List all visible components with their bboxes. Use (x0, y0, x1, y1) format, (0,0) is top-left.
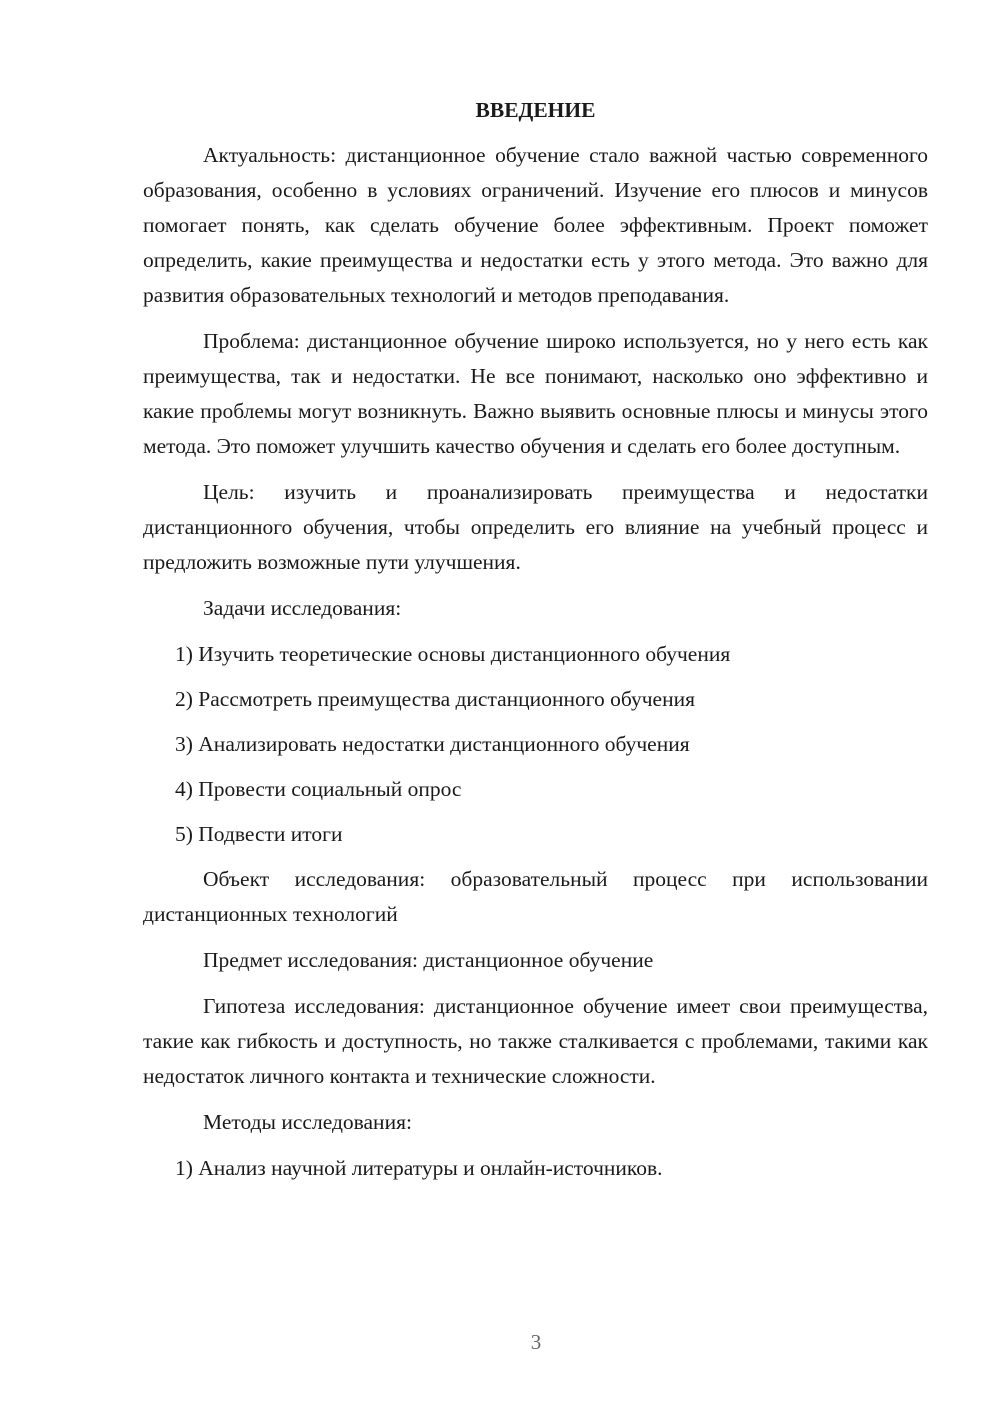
section-title: ВВЕДЕНИЕ (475, 98, 596, 122)
list-item: 2) Рассмотреть преимущества дистанционного обучения (175, 687, 695, 711)
list-item: 3) Анализировать недостатки дистанционного обучения (175, 732, 690, 756)
relevance-paragraph: Актуальность: дистанционное обучение стало важной частью современного образования, особенно в условиях ограничений. Изучение его плюсов и минусов помогает понять, как сделать обучение более эффективным. Проект поможет определить, какие преимущества и недостатки есть у этого метода. Это важно для развития образовательных технологий и методов преподавания. (143, 143, 928, 307)
tasks-list (143, 637, 928, 852)
list-item: 5) Подвести итоги (175, 822, 343, 846)
tasks-heading: Задачи исследования: (203, 596, 402, 620)
goal-paragraph: Цель: изучить и проанализировать преимущества и недостатки дистанционного обучения, чтобы определить его влияние на учебный процесс и предложить возможные пути улучшения. (143, 480, 928, 574)
hypothesis-paragraph: Гипотеза исследования: дистанционное обучение имеет свои преимущества, такие как гибкость и доступность, но также сталкивается с проблемами, такими как недостаток личного контакта и технические сложности. (143, 994, 928, 1088)
subject-paragraph: Предмет исследования: дистанционное обучение (203, 948, 654, 972)
document-page (143, 92, 928, 1196)
list-item: 1) Анализ научной литературы и онлайн-источников. (175, 1156, 663, 1180)
problem-paragraph: Проблема: дистанционное обучение широко используется, но у него есть как преимущества, так и недостатки. Не все понимают, насколько оно эффективно и какие проблемы могут возникнуть. Важно выявить основные плюсы и минусы этого метода. Это поможет улучшить качество обучения и сделать его более доступным. (143, 329, 928, 458)
methods-heading: Методы исследования: (203, 1110, 412, 1134)
page-number: 3 (530, 1330, 542, 1354)
list-item: 4) Провести социальный опрос (175, 777, 462, 801)
methods-list (143, 1151, 928, 1186)
object-paragraph: Объект исследования: образовательный процесс при использовании дистанционных технологий (143, 867, 928, 926)
list-item: 1) Изучить теоретические основы дистанционного обучения (175, 642, 731, 666)
